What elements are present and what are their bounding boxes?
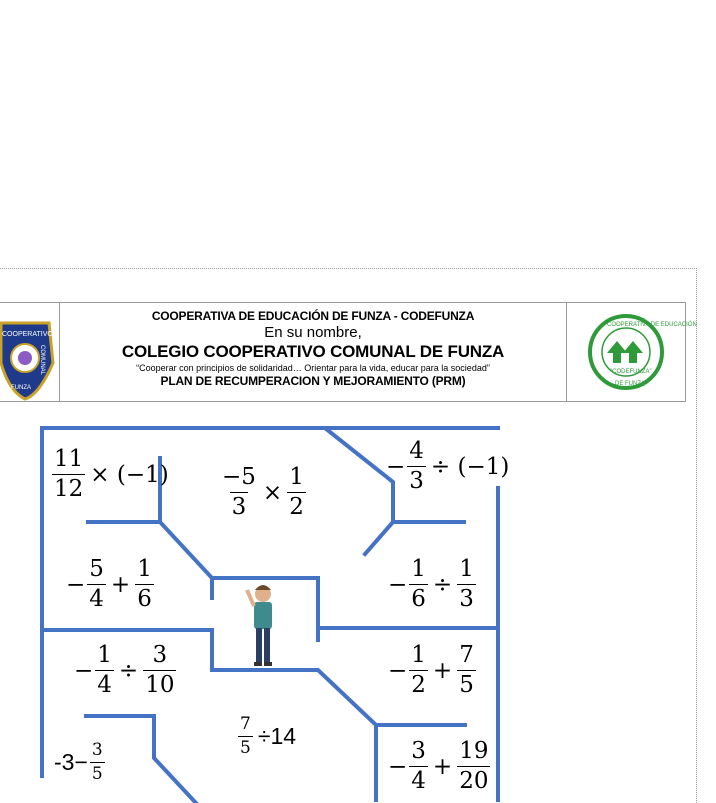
logo-left-side-text: COMUNAL: [39, 345, 45, 376]
maze-cell-expression: − $\frac{1}{4}$ ÷ $\frac{3}{10}$: [74, 642, 175, 698]
maze-cell-expression: $\frac{7}{5}$ ÷14: [240, 714, 297, 758]
maze-cell-expression: $\frac{-5}{3}$ × $\frac{1}{2}$: [222, 464, 304, 520]
maze-cell-expression: -3− $\frac{3}{5}$: [54, 740, 103, 784]
logo-right-mid-text: "CODEFUNZA": [610, 369, 652, 375]
maze-wall: [160, 522, 212, 598]
logo-right-top-text: COOPERATIVA DE EDUCACIÓN: [607, 322, 697, 328]
header-line-plan-title: PLAN DE RECUMPERACION Y MEJORAMIENTO (PRM): [160, 374, 466, 388]
logo-left-top-text: COOPERATIVO: [2, 331, 53, 338]
maze-cell-expression: − $\frac{3}{4}$ + $\frac{19}{20}$: [388, 738, 489, 794]
logo-left-bottom-text: FUNZA: [11, 385, 31, 391]
maze-cell-expression: − $\frac{5}{4}$ + $\frac{1}{6}$: [66, 556, 152, 612]
maze-cell-expression: − $\frac{1}{2}$ + $\frac{7}{5}$: [388, 642, 474, 698]
header-line-motto: “Cooperar con principios de solidaridad… Orientar para la vida, educar para la sociedad”: [136, 363, 490, 373]
header-line-cooperative: COOPERATIVA DE EDUCACIÓN DE FUNZA - CODEFUNZA: [151, 309, 475, 323]
maze-wall: [365, 522, 393, 554]
header-line-school-name: COLEGIO COOPERATIVO COMUNAL DE FUNZA: [121, 342, 505, 361]
maze-cell-expression: − $\frac{1}{6}$ ÷ $\frac{1}{3}$: [388, 556, 474, 612]
maze-cell-expression: − $\frac{4}{3}$ ÷ (−1): [386, 438, 510, 494]
maze-cell-expression: $\frac{11}{12}$ × (−1): [54, 446, 169, 502]
boy-figure: [247, 585, 272, 666]
logo-right-bottom-text: DE FUNZA: [615, 381, 645, 387]
header-line-on-behalf: En su nombre,: [264, 324, 362, 341]
